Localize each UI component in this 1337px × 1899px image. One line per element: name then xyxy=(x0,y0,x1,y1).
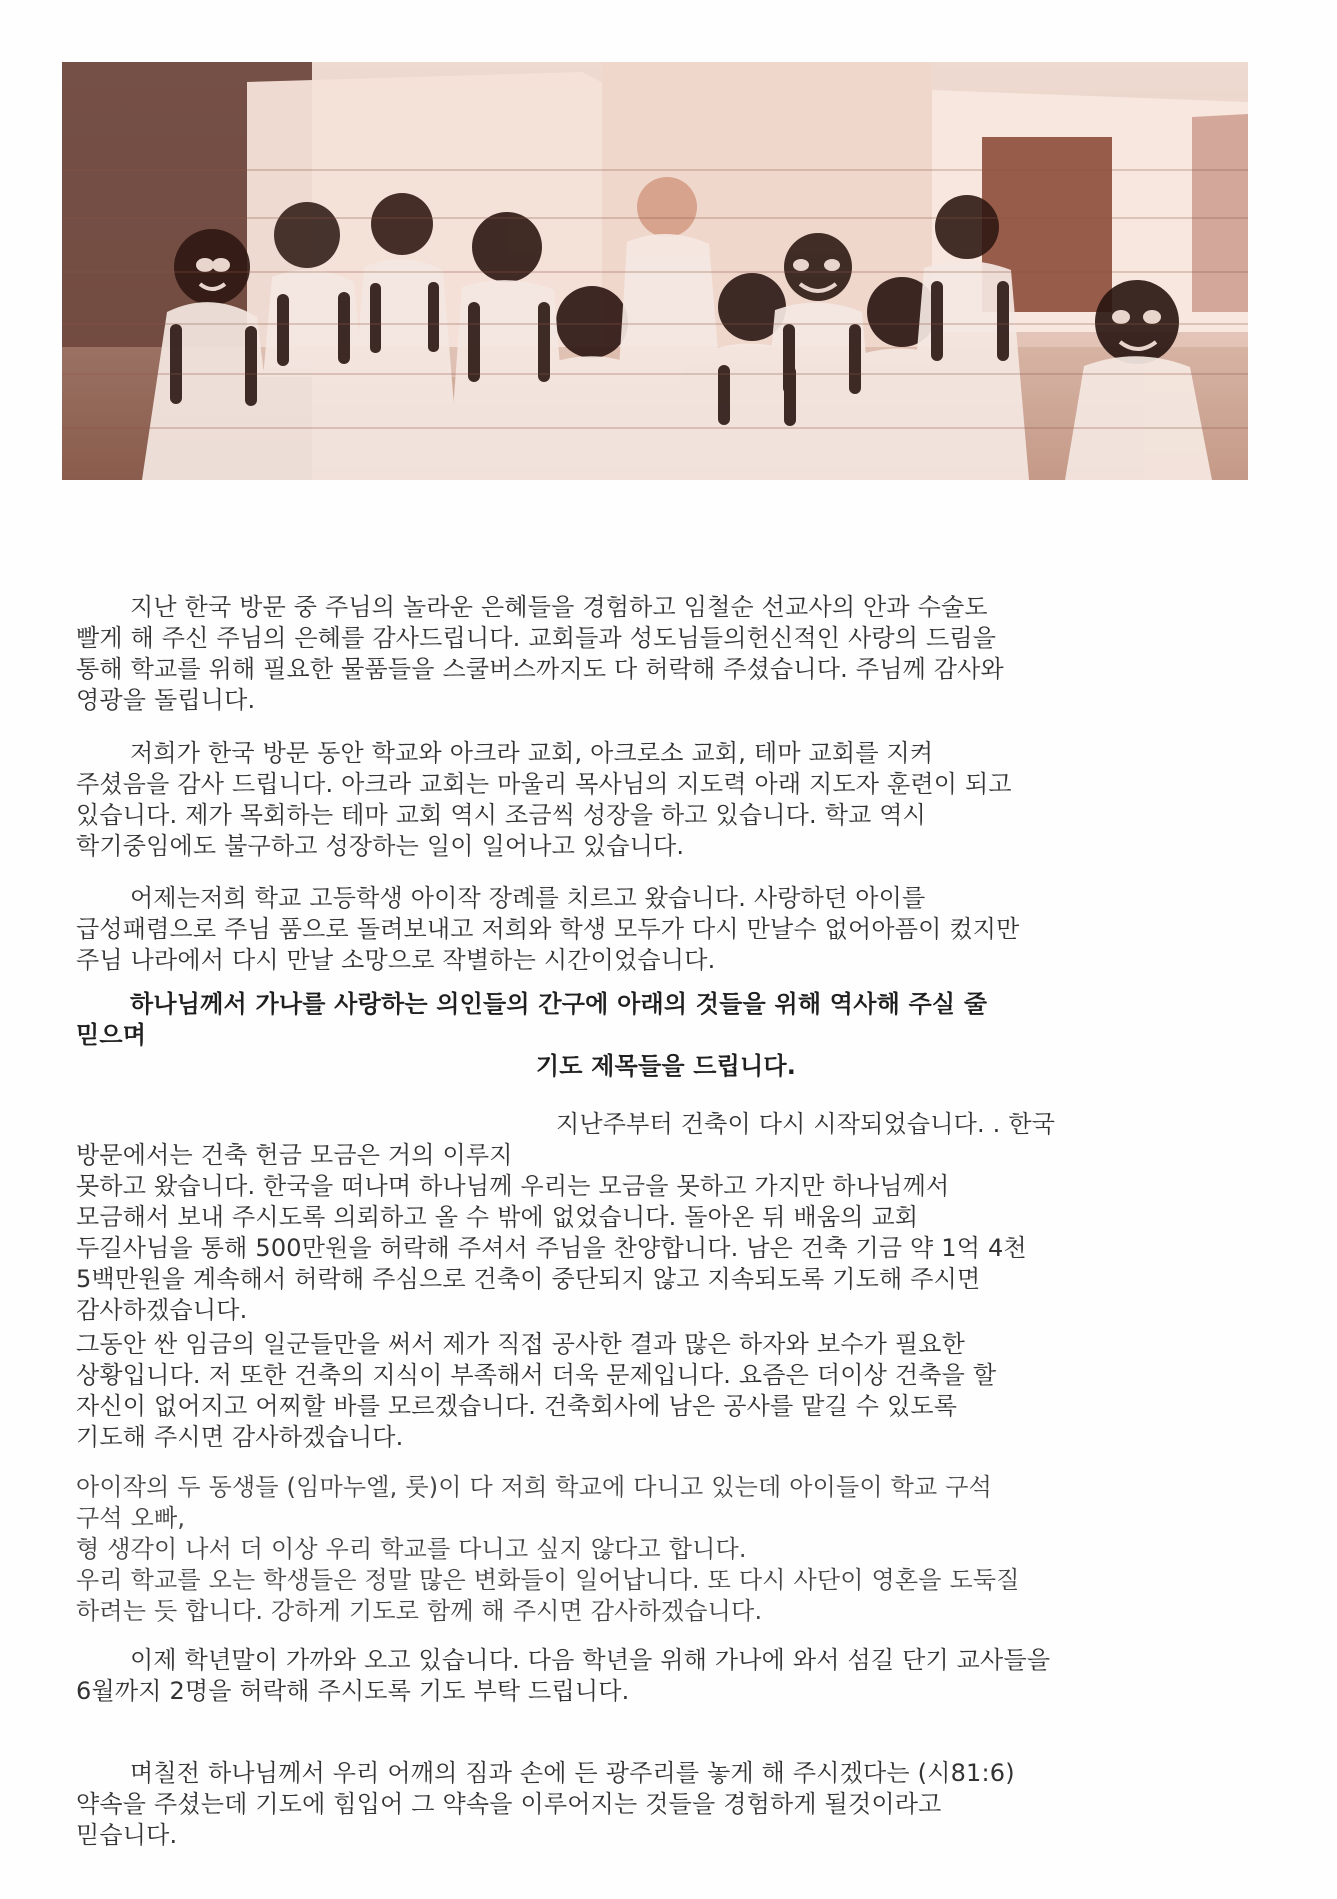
paragraph-6-line-1: 지난주부터 건축이 다시 시작되었습니다. . 한국 xyxy=(556,1110,1056,1138)
paragraph-6-line-6: 5백만원을 계속해서 허락해 주심으로 건축이 중단되지 않고 지속되도록 기도해 주시면 xyxy=(76,1265,981,1293)
paragraph-8 xyxy=(76,1472,1020,1627)
paragraph-9 xyxy=(76,1645,1050,1707)
paragraph-4 xyxy=(76,989,987,1051)
paragraph-6-line-4: 모금해서 보내 주시도록 의뢰하고 올 수 밖에 없었습니다. 돌아온 뒤 배움의 교회 xyxy=(76,1203,919,1231)
paragraph-1 xyxy=(76,592,1004,716)
paragraph-7-line-3: 자신이 없어지고 어찌할 바를 모르겠습니다. 건축회사에 남은 공사를 맡길 수 있도록 xyxy=(76,1392,958,1420)
children-photo-illustration xyxy=(62,62,1248,480)
group-photo xyxy=(62,62,1248,480)
prayer-topics-heading xyxy=(76,1051,1256,1082)
paragraph-1-line-1: 지난 한국 방문 중 주님의 놀라운 은혜들을 경험하고 임철순 선교사의 안과 수술도 xyxy=(130,593,988,621)
paragraph-3-line-1: 어제는저희 학교 고등학생 아이작 장례를 치르고 왔습니다. 사랑하던 아이를 xyxy=(130,884,926,912)
prayer-topics-heading-text: 기도 제목들을 드립니다. xyxy=(535,1052,797,1080)
paragraph-10-line-1: 며칠전 하나님께서 우리 어깨의 짐과 손에 든 광주리를 놓게 해 주시겠다는 (시81:6) xyxy=(130,1759,1015,1787)
paragraph-6-line-5: 두길사님을 통해 500만원을 허락해 주셔서 주님을 찬양합니다. 남은 건축 기금 약 1억 4천 xyxy=(76,1234,1027,1262)
paragraph-3 xyxy=(76,883,1020,976)
paragraph-3-line-2: 급성패렴으로 주님 품으로 돌려보내고 저희와 학생 모두가 다시 만날수 없어아픔이 컸지만 xyxy=(76,915,1020,943)
paragraph-1-line-2: 빨게 해 주신 주님의 은혜를 감사드립니다. 교회들과 성도님들의헌신적인 사랑의 드림을 xyxy=(76,624,997,652)
paragraph-7-line-1: 그동안 싼 임금의 일군들만을 써서 제가 직접 공사한 결과 많은 하자와 보수가 필요한 xyxy=(76,1330,966,1358)
paragraph-8-line-5: 하려는 듯 합니다. 강하게 기도로 함께 해 주시면 감사하겠습니다. xyxy=(76,1597,763,1625)
paragraph-6-line-3: 못하고 왔습니다. 한국을 떠나며 하나님께 우리는 모금을 못하고 가지만 하나님께서 xyxy=(76,1172,950,1200)
paragraph-10-line-2: 약속을 주셨는데 기도에 힘입어 그 약속을 이루어지는 것들을 경험하게 될것이라고 xyxy=(76,1790,942,1818)
paragraph-6-line-7: 감사하겠습니다. xyxy=(76,1296,248,1324)
paragraph-7-line-4: 기도해 주시면 감사하겠습니다. xyxy=(76,1423,404,1451)
paragraph-2-line-4: 학기중임에도 불구하고 성장하는 일이 일어나고 있습니다. xyxy=(76,832,685,860)
paragraph-4-line-1: 하나님께서 가나를 사랑하는 의인들의 간구에 아래의 것들을 위해 역사해 주실 줄 xyxy=(130,990,988,1018)
paragraph-8-line-2: 구석 오빠, xyxy=(76,1504,186,1532)
paragraph-10-line-3: 믿습니다. xyxy=(76,1821,178,1849)
paragraph-4-line-2: 믿으며 xyxy=(76,1021,147,1049)
paragraph-1-line-4: 영광을 돌립니다. xyxy=(76,686,256,714)
paragraph-9-line-1: 이제 학년말이 가까와 오고 있습니다. 다음 학년을 위해 가나에 와서 섬길 단기 교사들을 xyxy=(130,1646,1051,1674)
paragraph-7 xyxy=(76,1329,996,1453)
paragraph-3-line-3: 주님 나라에서 다시 만날 소망으로 작별하는 시간이었습니다. xyxy=(76,946,716,974)
paragraph-9-line-2: 6월까지 2명을 허락해 주시도록 기도 부탁 드립니다. xyxy=(76,1677,630,1705)
paragraph-2-line-1: 저희가 한국 방문 동안 학교와 아크라 교회, 아크로소 교회, 테마 교회를 지켜 xyxy=(130,739,934,767)
paragraph-8-line-3: 형 생각이 나서 더 이상 우리 학교를 다니고 싶지 않다고 합니다. xyxy=(76,1535,747,1563)
paragraph-1-line-3: 통해 학교를 위해 필요한 물품들을 스쿨버스까지도 다 허락해 주셨습니다. 주님께 감사와 xyxy=(76,655,1004,683)
paragraph-8-line-4: 우리 학교를 오는 학생들은 정말 많은 변화들이 일어납니다. 또 다시 사단이 영혼을 도둑질 xyxy=(76,1566,1020,1594)
paragraph-2-line-2: 주셨음을 감사 드립니다. 아크라 교회는 마울리 목사님의 지도력 아래 지도자 훈련이 되고 xyxy=(76,770,1012,798)
paragraph-7-line-2: 상황입니다. 저 또한 건축의 지식이 부족해서 더욱 문제입니다. 요즘은 더이상 건축을 할 xyxy=(76,1361,997,1389)
paragraph-10 xyxy=(76,1758,1015,1851)
paragraph-6-line-2: 방문에서는 건축 헌금 모금은 거의 이루지 xyxy=(76,1141,513,1169)
paragraph-8-line-1: 아이작의 두 동생들 (임마누엘, 룻)이 다 저희 학교에 다니고 있는데 아이들이 학교 구석 xyxy=(76,1473,992,1501)
paragraph-2-line-3: 있습니다. 제가 목회하는 테마 교회 역시 조금씩 성장을 하고 있습니다. 학교 역시 xyxy=(76,801,927,829)
paragraph-6 xyxy=(76,1109,1055,1326)
paragraph-2 xyxy=(76,738,1012,862)
